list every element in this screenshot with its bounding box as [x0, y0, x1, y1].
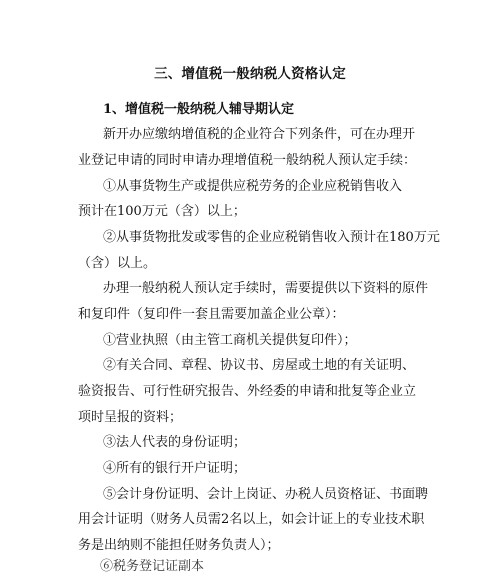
section-heading: 1、增值税一般纳税人辅导期认定 [103, 102, 295, 117]
paragraph-line: 务是出纳则不能担任财务负责人）； [78, 538, 280, 553]
paragraph-line: ②从事货物批发或零售的企业应税销售收入预计在180万元 [103, 230, 440, 245]
paragraph-line: 业登记申请的同时申请办理增值税一般纳税人预认定手续： [78, 153, 417, 168]
paragraph-line: ①从事货物生产或提供应税劳务的企业应税销售收入 [103, 179, 403, 194]
paragraph-line: 验资报告、可行性研究报告、外经委的申请和批复等企业立 [78, 384, 417, 399]
paragraph-line: ③法人代表的身份证明； [103, 435, 247, 450]
paragraph-line: ①营业执照（由主管工商机关提供复印件）； [103, 333, 357, 348]
cut-off-line-text: ⑥税务登记证副本 [100, 559, 205, 574]
paragraph-line: 办理一般纳税人预认定手续时，需要提供以下资料的原件 [103, 281, 429, 296]
paragraph-line: 用会计证明（财务人员需2名以上，如会计证上的专业技术职 [78, 512, 425, 527]
paragraph-line: ④所有的银行开户证明； [103, 461, 247, 476]
paragraph-line: （含）以上。 [78, 256, 157, 271]
paragraph-line: 预计在100万元（含）以上； [78, 204, 246, 219]
cut-off-line [100, 556, 205, 574]
document-title: 三、增值税一般纳税人资格认定 [154, 66, 346, 82]
paragraph-line: 新开办应缴纳增值税的企业符合下列条件，可在办理开 [103, 127, 416, 142]
paragraph-line: ②有关合同、章程、协议书、房屋或土地的有关证明、 [103, 358, 416, 373]
paragraph-line: 和复印件（复印件一套且需要加盖企业公章）： [78, 307, 345, 322]
paragraph-line: 项时呈报的资料； [78, 410, 183, 425]
paragraph-line: ⑤会计身份证明、会计上岗证、办税人员资格证、书面聘 [103, 487, 429, 502]
